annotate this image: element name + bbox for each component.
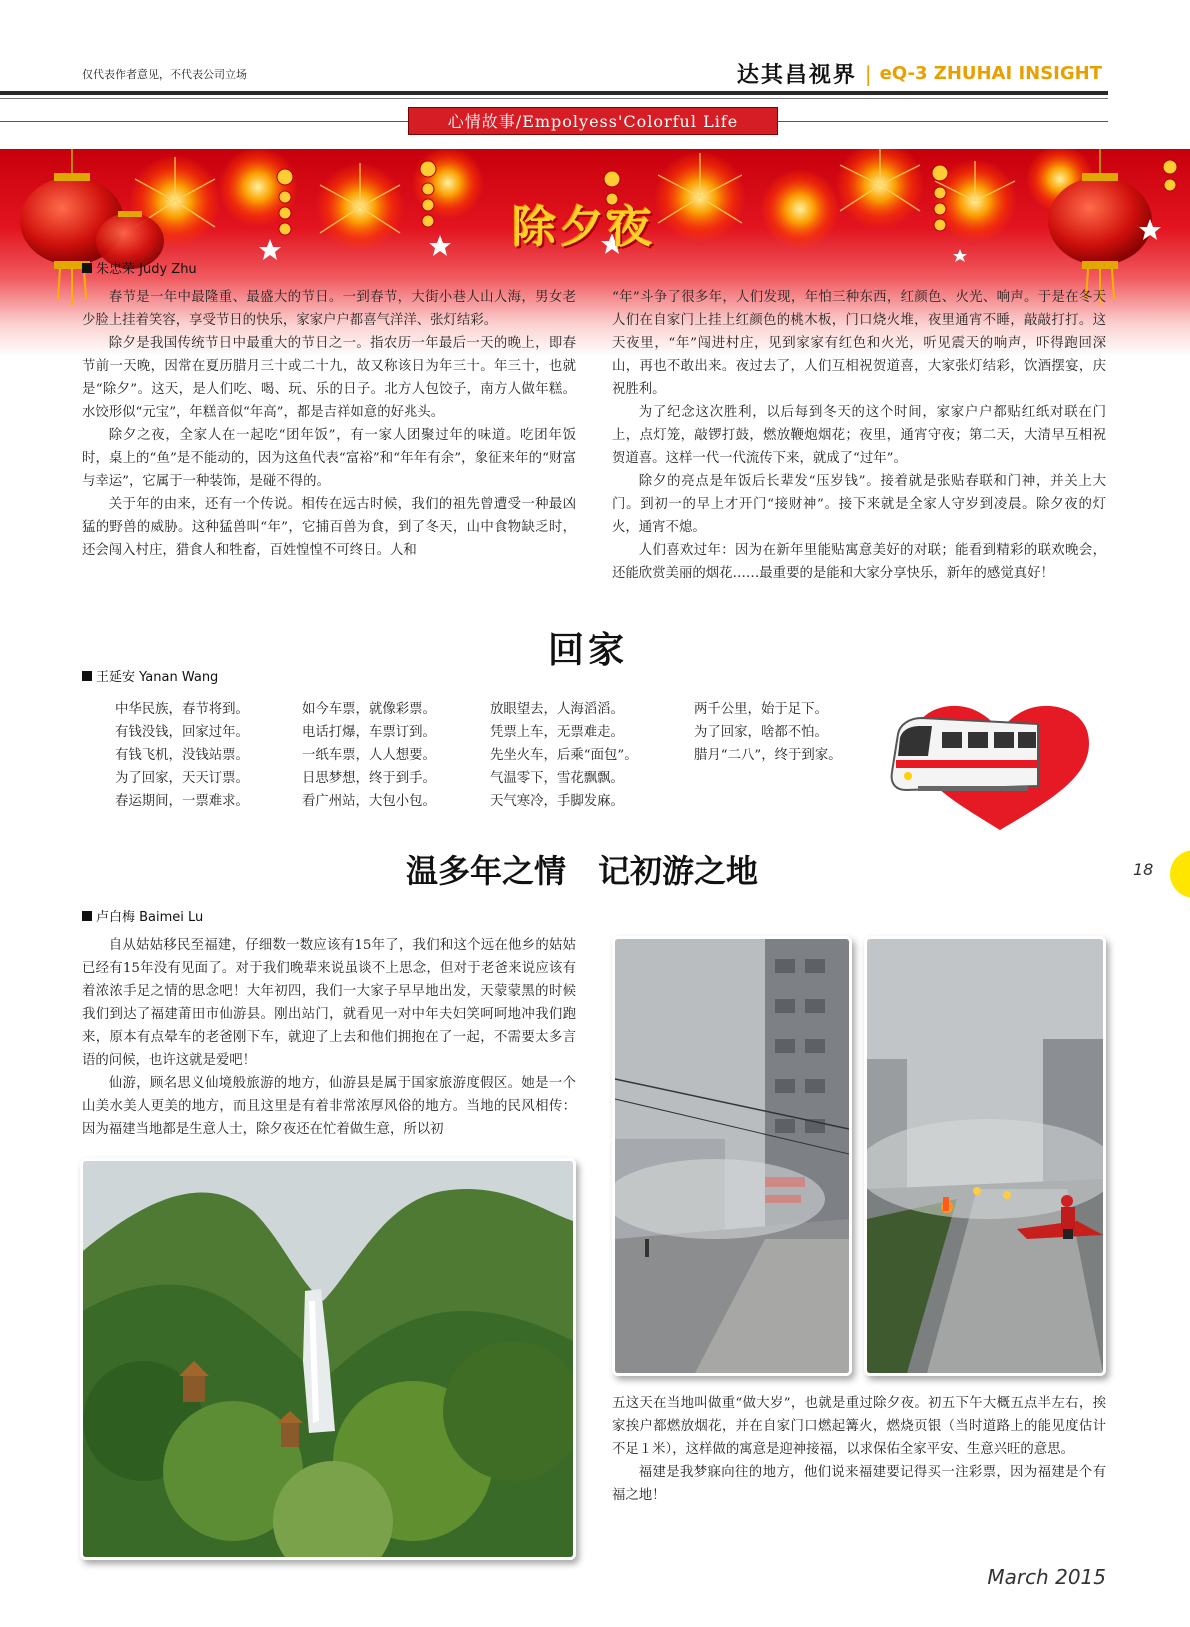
author-name: 卢白梅 Baimei Lu	[96, 910, 204, 925]
poem-line: 春运期间，一票难求。	[115, 794, 249, 809]
poem-line: 一纸车票，人人想要。	[302, 748, 436, 763]
paragraph-continuation: “年”斗争了很多年，人们发现，年怕三种东西，红颜色、火光、响声。于是在冬天人们在自家门上挂上红颜色的桃木板，门口烧火堆，夜里通宵不睡，敲敲打打。这天夜里，“年”闯进村庄，见到家家有红色和火光，听见震天的响声，吓得跑回深山，再也不敢出来。夜过去了，人们互相祝贺道喜，大家张灯结彩，饮酒摆宴，庆祝胜利。	[612, 290, 1106, 397]
paragraph: 春节是一年中最隆重、最盛大的节日。一到春节，大街小巷人山人海，男女老少脸上挂着笑容，享受节日的快乐，家家户户都喜气洋洋、张灯结彩。	[82, 290, 576, 328]
paragraph: 关于年的由来，还有一个传说。相传在远古时候，我们的祖先曾遭受一种最凶猛的野兽的威胁。这种猛兽叫“年”，它捕百兽为食，到了冬天，山中食物缺乏时，还会闯入村庄，猎食人和牲畜，百姓惶惶不可终日。人和	[82, 497, 576, 558]
poem-line: 中华民族，春节将到。	[115, 702, 249, 717]
poem-column-4	[694, 698, 842, 767]
brand-separator: |	[864, 61, 872, 86]
byline-square-icon	[82, 671, 92, 681]
poem-line: 为了回家，啥都不怕。	[694, 725, 828, 740]
waterfall-photo	[80, 1158, 576, 1560]
article-title-trip: 温多年之情 记初游之地	[406, 852, 759, 890]
poem-line: 两千公里，始于足下。	[694, 702, 828, 717]
disclaimer: 仅代表作者意见，不代表公司立场	[82, 68, 247, 81]
poem-line: 看广州站，大包小包。	[302, 794, 436, 809]
paragraph: 为了纪念这次胜利，以后每到冬天的这个时间，家家户户都贴红纸对联在门上，点灯笼，敲锣打鼓，燃放鞭炮烟花；夜里，通宵守夜；第二天，大清早互相祝贺道喜。这样一代一代流传下来，就成了“过年”。	[612, 405, 1106, 466]
article3-right-column	[612, 1392, 1106, 1507]
article3-left-column	[82, 934, 576, 1141]
train-illustration	[892, 718, 1038, 791]
poem-line: 日思梦想，终于到手。	[302, 771, 436, 786]
paragraph: 人们喜欢过年：因为在新年里能贴寓意美好的对联；能看到精彩的联欢晚会，还能欣赏美丽的烟花……最重要的是能和大家分享快乐，新年的感觉真好！	[612, 543, 1106, 581]
paragraph: 除夕的亮点是年饭后长辈发“压岁钱”。接着就是张贴春联和门神，并关上大门。到初一的早上才开门“接财神”。接下来就是全家人守岁到凌晨。除夕夜的灯火，通宵不熄。	[612, 474, 1106, 535]
article-title-huijia: 回家	[548, 629, 629, 671]
article-title-chuxi: 除夕夜	[512, 202, 656, 253]
article1-right-column	[612, 286, 1106, 585]
poem-line: 为了回家，天天订票。	[115, 771, 249, 786]
street-smoke-photo-1	[612, 936, 852, 1376]
paragraph-continuation: 五这天在当地叫做重“做大岁”，也就是重过除夕夜。初五下午大概五点半左右，挨家挨户都燃放烟花，并在自家门口燃起篝火，燃烧页银（当时道路上的能见度估计不足１米），这样做的寓意是迎神接福，以求保佑全家平安、生意兴旺的意思。	[612, 1396, 1106, 1457]
paragraph: 除夕之夜，全家人在一起吃“团年饭”，有一家人团聚过年的味道。吃团年饭时，桌上的“鱼”是不能动的，因为这鱼代表“富裕”和“年年有余”，象征来年的“财富与幸运”，它属于一种装饰，是碰不得的。	[82, 428, 576, 489]
author-name: 朱忠荣 Judy Zhu	[96, 262, 197, 277]
paragraph: 除夕是我国传统节日中最重大的节日之一。指农历一年最后一天的晚上，即春节前一天晚，因常在夏历腊月三十或二十九，故又称该日为年三十。年三十，也就是“除夕”。这天，是人们吃、喝、玩、乐的日子。北方人包饺子，南方人做年糕。水饺形似“元宝”，年糕音似“年高”，都是吉祥如意的好兆头。	[82, 336, 576, 420]
header-rule-thin	[0, 98, 1108, 99]
poem-line: 天气寒冷，手脚发麻。	[490, 794, 624, 809]
poem-line: 如今车票，就像彩票。	[302, 702, 436, 717]
paragraph: 仙游，顾名思义仙境般旅游的地方，仙游县是属于国家旅游度假区。她是一个山美水美人更美的地方，而且这里是有着非常浓厚风俗的地方。当地的民风相传：因为福建当地都是生意人士，除夕夜还在忙着做生意，所以初	[82, 1076, 576, 1137]
author-byline-2	[82, 666, 218, 685]
brand-english-name: eQ-3 ZHUHAI INSIGHT	[879, 63, 1102, 84]
article1-left-column	[82, 286, 576, 562]
byline-square-icon	[82, 911, 92, 921]
issue-date: March 2015	[987, 1565, 1106, 1589]
page-number: 18	[1133, 860, 1154, 879]
poem-line: 电话打爆，车票订到。	[302, 725, 436, 740]
poem-line: 气温零下，雪花飘飘。	[490, 771, 624, 786]
page-tab-marker	[1170, 850, 1190, 898]
author-name: 王延安 Yanan Wang	[96, 670, 219, 685]
poem-line: 先坐火车，后乘“面包”。	[490, 748, 638, 763]
section-tag: 心情故事/Empolyess'Colorful Life	[408, 107, 778, 135]
paragraph: 福建是我梦寐向往的地方，他们说来福建要记得买一注彩票，因为福建是个有福之地！	[612, 1465, 1106, 1503]
poem-line: 凭票上车，无票难走。	[490, 725, 624, 740]
author-byline-1	[82, 258, 197, 277]
poem-column-3	[490, 698, 638, 813]
street-smoke-photo-2	[864, 936, 1106, 1376]
poem-line: 放眼望去，人海滔滔。	[490, 702, 624, 717]
poem-line: 腊月“二八”，终于到家。	[694, 748, 842, 763]
paragraph: 自从姑姑移民至福建，仔细数一数应该有15年了，我们和这个远在他乡的姑姑已经有15年没有见面了。对于我们晚辈来说虽谈不上思念，但对于老爸来说应该有着浓浓手足之情的思念吧！大年初四，我们一大家子早早地出发，天蒙蒙黑的时候我们到达了福建莆田市仙游县。刚出站门，就看见一对中年夫妇笑呵呵地冲我们跑来，原本有点晕车的老爸刚下车，就迎了上去和他们拥抱在了一起，不需要太多言语的问候，也许这就是爱吧！	[82, 938, 576, 1068]
poem-line: 有钱飞机，没钱站票。	[115, 748, 249, 763]
byline-square-icon	[82, 263, 92, 273]
header-rule	[0, 91, 1108, 95]
heart-train-icon	[888, 694, 1112, 832]
author-byline-3	[82, 906, 203, 925]
poem-column-1	[115, 698, 249, 813]
poem-line: 有钱没钱，回家过年。	[115, 725, 249, 740]
brand-masthead	[737, 58, 1102, 89]
poem-column-2	[302, 698, 436, 813]
brand-chinese-name: 达其昌视界	[736, 62, 857, 88]
